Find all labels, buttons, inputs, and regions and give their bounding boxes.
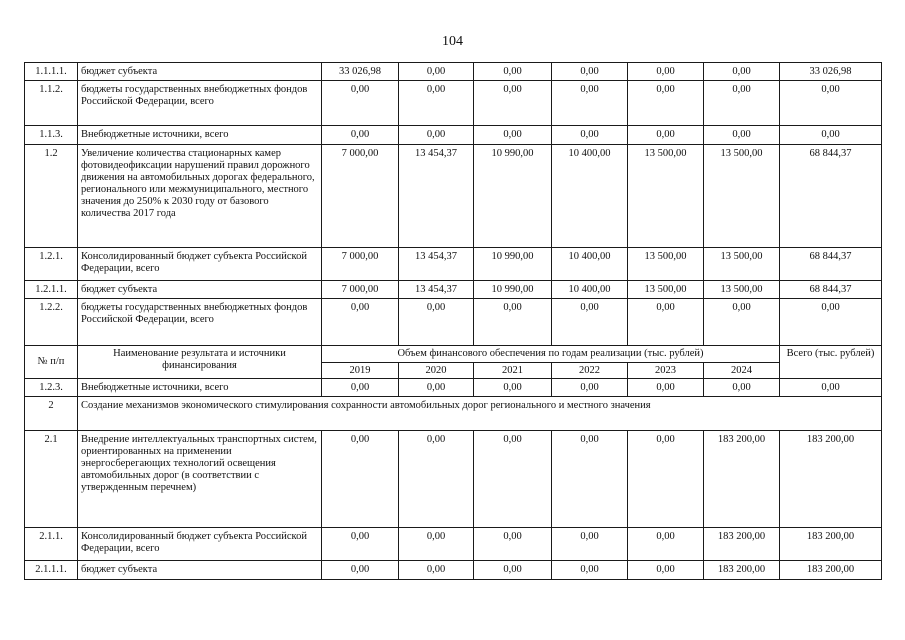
cell-value: 0,00 <box>704 81 780 126</box>
cell-value: 0,00 <box>474 561 552 580</box>
cell-value: 0,00 <box>704 299 780 346</box>
table-header <box>25 346 882 379</box>
cell-value: 0,00 <box>399 561 474 580</box>
cell-value: 10 990,00 <box>474 248 552 281</box>
table-body-bottom <box>25 379 882 397</box>
cell-value: 0,00 <box>399 299 474 346</box>
row-number: 1.2.1.1. <box>25 281 78 299</box>
row-name: Внебюджетные источники, всего <box>78 126 322 145</box>
table-row <box>25 561 882 580</box>
budget-table <box>24 62 882 580</box>
cell-value: 0,00 <box>399 63 474 81</box>
table-row <box>25 248 882 281</box>
cell-value: 0,00 <box>628 561 704 580</box>
header-year: 2024 <box>704 363 780 379</box>
cell-value: 183 200,00 <box>704 528 780 561</box>
cell-total: 183 200,00 <box>780 528 882 561</box>
cell-value: 0,00 <box>628 379 704 397</box>
cell-value: 0,00 <box>552 379 628 397</box>
header-row-1 <box>25 346 882 363</box>
cell-value: 13 500,00 <box>628 281 704 299</box>
row-name: бюджет субъекта <box>78 561 322 580</box>
table-row <box>25 281 882 299</box>
cell-value: 7 000,00 <box>322 145 399 248</box>
cell-value: 0,00 <box>704 63 780 81</box>
cell-value: 0,00 <box>322 431 399 528</box>
cell-value: 7 000,00 <box>322 281 399 299</box>
row-name: Консолидированный бюджет субъекта Российской Федерации, всего <box>78 528 322 561</box>
page-number: 104 <box>442 34 463 49</box>
row-number: 2.1 <box>25 431 78 528</box>
cell-total: 183 200,00 <box>780 431 882 528</box>
row-number: 1.1.3. <box>25 126 78 145</box>
table-row <box>25 81 882 126</box>
cell-value: 0,00 <box>628 431 704 528</box>
cell-value: 0,00 <box>322 126 399 145</box>
cell-value: 0,00 <box>322 528 399 561</box>
cell-value: 0,00 <box>552 81 628 126</box>
table-row <box>25 299 882 346</box>
cell-value: 0,00 <box>474 63 552 81</box>
cell-value: 0,00 <box>552 299 628 346</box>
row-name: Внебюджетные источники, всего <box>78 379 322 397</box>
cell-value: 0,00 <box>628 63 704 81</box>
cell-total: 68 844,37 <box>780 281 882 299</box>
cell-value: 0,00 <box>474 528 552 561</box>
cell-total: 33 026,98 <box>780 63 882 81</box>
header-year: 2021 <box>474 363 552 379</box>
cell-total: 68 844,37 <box>780 145 882 248</box>
cell-value: 0,00 <box>704 379 780 397</box>
cell-total: 183 200,00 <box>780 561 882 580</box>
cell-value: 10 990,00 <box>474 281 552 299</box>
table-row <box>25 145 882 248</box>
cell-value: 10 400,00 <box>552 145 628 248</box>
cell-value: 0,00 <box>704 126 780 145</box>
cell-value: 0,00 <box>399 379 474 397</box>
header-year: 2019 <box>322 363 399 379</box>
header-funding: Объем финансового обеспечения по годам реализации (тыс. рублей) <box>322 346 780 363</box>
row-name: Консолидированный бюджет субъекта Российской Федерации, всего <box>78 248 322 281</box>
cell-value: 0,00 <box>399 528 474 561</box>
header-name: Наименование результата и источники финансирования <box>78 346 322 379</box>
cell-value: 0,00 <box>399 81 474 126</box>
cell-value: 0,00 <box>322 299 399 346</box>
cell-value: 0,00 <box>628 299 704 346</box>
row-number: 1.2.1. <box>25 248 78 281</box>
cell-value: 0,00 <box>474 299 552 346</box>
cell-value: 0,00 <box>322 81 399 126</box>
section-number: 2 <box>25 397 78 431</box>
cell-value: 183 200,00 <box>704 431 780 528</box>
cell-total: 0,00 <box>780 379 882 397</box>
cell-value: 0,00 <box>322 561 399 580</box>
row-name: бюджеты государственных внебюджетных фондов Российской Федерации, всего <box>78 81 322 126</box>
cell-value: 0,00 <box>474 81 552 126</box>
cell-value: 13 454,37 <box>399 145 474 248</box>
section-title: Создание механизмов экономического стимулирования сохранности автомобильных дорог регионального и местного значения <box>78 397 882 431</box>
row-name: бюджеты государственных внебюджетных фондов Российской Федерации, всего <box>78 299 322 346</box>
header-year: 2020 <box>399 363 474 379</box>
row-number: 2.1.1. <box>25 528 78 561</box>
cell-value: 0,00 <box>474 126 552 145</box>
header-total: Всего (тыс. рублей) <box>780 346 882 379</box>
cell-value: 0,00 <box>552 63 628 81</box>
cell-total: 68 844,37 <box>780 248 882 281</box>
cell-value: 10 990,00 <box>474 145 552 248</box>
table-row <box>25 528 882 561</box>
cell-value: 13 500,00 <box>704 145 780 248</box>
row-number: 1.2.3. <box>25 379 78 397</box>
header-num: № п/п <box>25 346 78 379</box>
cell-total: 0,00 <box>780 299 882 346</box>
table-row <box>25 126 882 145</box>
row-name: бюджет субъекта <box>78 63 322 81</box>
cell-value: 0,00 <box>322 379 399 397</box>
cell-value: 0,00 <box>474 379 552 397</box>
cell-value: 0,00 <box>552 431 628 528</box>
row-number: 1.2.2. <box>25 299 78 346</box>
cell-value: 13 500,00 <box>704 248 780 281</box>
table-row <box>25 431 882 528</box>
row-name: Внедрение интеллектуальных транспортных систем, ориентированных на применении энергосберегающих технологий освещения автомобильных дорог (в соответствии с утвержденным перечнем) <box>78 431 322 528</box>
cell-value: 13 500,00 <box>704 281 780 299</box>
cell-value: 0,00 <box>399 431 474 528</box>
row-number: 1.1.2. <box>25 81 78 126</box>
cell-value: 7 000,00 <box>322 248 399 281</box>
table-body-top <box>25 63 882 346</box>
cell-value: 0,00 <box>399 126 474 145</box>
table-row <box>25 63 882 81</box>
cell-value: 0,00 <box>552 528 628 561</box>
cell-value: 13 500,00 <box>628 248 704 281</box>
cell-value: 0,00 <box>474 431 552 528</box>
table-row <box>25 379 882 397</box>
cell-total: 0,00 <box>780 81 882 126</box>
cell-total: 0,00 <box>780 126 882 145</box>
header-year: 2022 <box>552 363 628 379</box>
row-number: 2.1.1.1. <box>25 561 78 580</box>
cell-value: 13 454,37 <box>399 281 474 299</box>
cell-value: 33 026,98 <box>322 63 399 81</box>
cell-value: 0,00 <box>628 528 704 561</box>
cell-value: 10 400,00 <box>552 281 628 299</box>
table-body-end <box>25 431 882 580</box>
header-year: 2023 <box>628 363 704 379</box>
cell-value: 0,00 <box>552 126 628 145</box>
row-name: Увеличение количества стационарных камер фотовидеофиксации нарушений правил дорожного движения на автомобильных дорогах федерального, регионального или межмуниципального, местного значения до 250% к 2030 году от базового количества 2017 года <box>78 145 322 248</box>
row-name: бюджет субъекта <box>78 281 322 299</box>
cell-value: 10 400,00 <box>552 248 628 281</box>
cell-value: 0,00 <box>628 126 704 145</box>
cell-value: 183 200,00 <box>704 561 780 580</box>
section-block <box>25 397 882 431</box>
cell-value: 13 454,37 <box>399 248 474 281</box>
cell-value: 13 500,00 <box>628 145 704 248</box>
cell-value: 0,00 <box>628 81 704 126</box>
row-number: 1.2 <box>25 145 78 248</box>
cell-value: 0,00 <box>552 561 628 580</box>
row-number: 1.1.1.1. <box>25 63 78 81</box>
section-row <box>25 397 882 431</box>
